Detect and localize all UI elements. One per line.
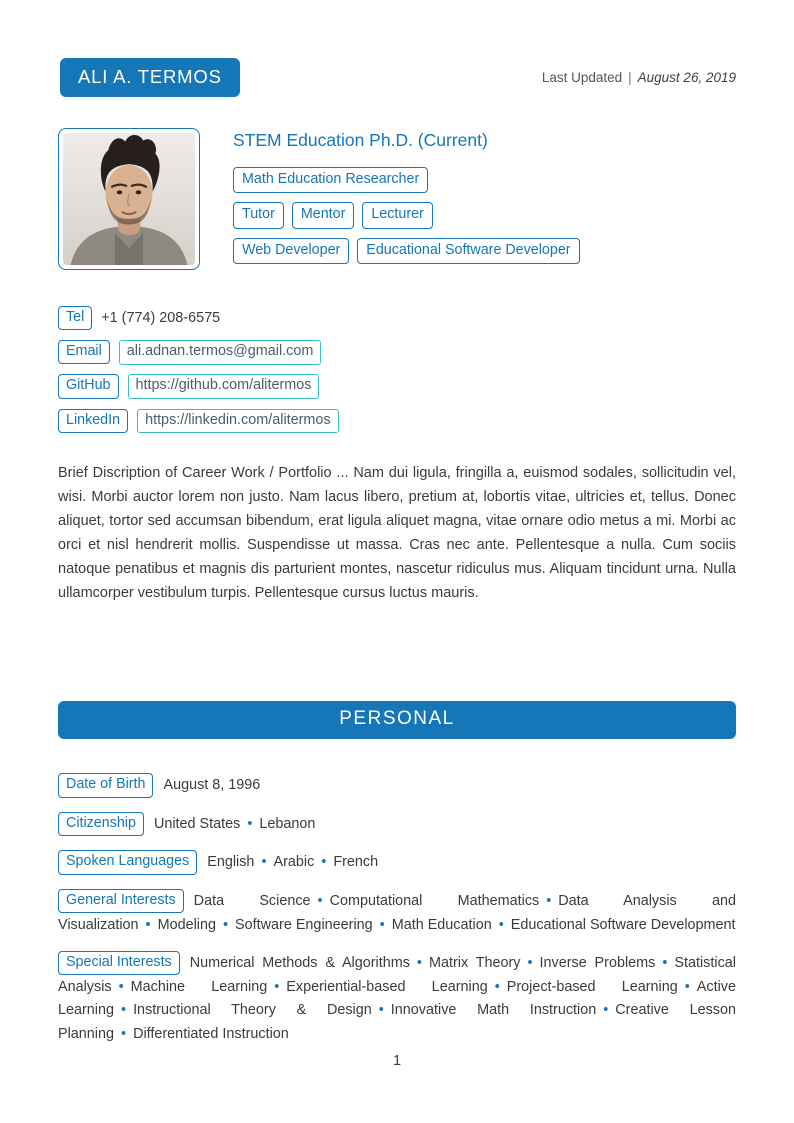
contact-list bbox=[58, 306, 736, 434]
bullet-separator: • bbox=[378, 1002, 384, 1019]
contact-row bbox=[58, 340, 736, 365]
separator: | bbox=[628, 70, 632, 85]
personal-row bbox=[58, 773, 736, 798]
bullet-separator: • bbox=[274, 978, 280, 995]
role-tag-row bbox=[233, 238, 588, 264]
personal-label: Spoken Languages bbox=[58, 850, 197, 874]
bullet-separator: • bbox=[121, 1002, 127, 1019]
personal-label: General Interests bbox=[58, 889, 184, 913]
personal-value: Data Analysis and Visualization bbox=[58, 892, 736, 933]
role-tags bbox=[233, 167, 588, 264]
personal-value: Machine Learning bbox=[130, 978, 268, 995]
bullet-separator: • bbox=[145, 916, 151, 933]
role-tag-row bbox=[233, 202, 588, 228]
section-header-personal: PERSONAL bbox=[58, 701, 736, 739]
bullet-separator: • bbox=[494, 978, 500, 995]
personal-value: Modeling bbox=[157, 916, 216, 933]
contact-value[interactable]: https://github.com/alitermos bbox=[128, 374, 320, 398]
role-tag: Mentor bbox=[292, 202, 355, 228]
personal-value: August 8, 1996 bbox=[163, 777, 261, 794]
bullet-separator: • bbox=[662, 955, 668, 972]
bullet-separator: • bbox=[527, 955, 533, 972]
personal-value: Data Science bbox=[193, 892, 311, 909]
bullet-separator: • bbox=[121, 1025, 127, 1042]
contact-label: LinkedIn bbox=[58, 409, 128, 433]
header bbox=[60, 58, 736, 97]
personal-value: Educational Software Development bbox=[510, 916, 736, 933]
portrait-photo bbox=[58, 128, 200, 270]
personal-value: Experiential-based Learning bbox=[286, 978, 488, 995]
personal-value: Computational Mathematics bbox=[329, 892, 540, 909]
personal-row bbox=[58, 889, 736, 937]
bullet-separator: • bbox=[118, 978, 124, 995]
personal-value: Active Learning bbox=[58, 978, 736, 1019]
personal-rows bbox=[58, 773, 736, 1046]
personal-value: Lebanon bbox=[259, 815, 316, 832]
personal-value: Project-based Learning bbox=[506, 978, 678, 995]
bullet-separator: • bbox=[317, 892, 323, 909]
personal-value: United States bbox=[153, 815, 241, 832]
personal-label: Special Interests bbox=[58, 951, 180, 975]
personal-row bbox=[58, 812, 736, 837]
personal-value: Statistical Analysis bbox=[58, 955, 736, 995]
name-badge: ALI A. TERMOS bbox=[60, 58, 240, 97]
role-tag: Web Developer bbox=[233, 238, 349, 264]
profile-titles bbox=[233, 128, 588, 273]
role-tag: Lecturer bbox=[362, 202, 432, 228]
personal-value: English bbox=[207, 854, 255, 871]
contact-value: +1 (774) 208-6575 bbox=[101, 309, 221, 326]
last-updated-label: Last Updated bbox=[541, 70, 623, 85]
personal-row bbox=[58, 850, 736, 875]
personal-value: Inverse Problems bbox=[539, 955, 656, 972]
personal-value: Arabic bbox=[273, 854, 315, 871]
personal-value: French bbox=[333, 854, 379, 871]
summary-paragraph: Brief Discription of Career Work / Portfolio ... Nam dui ligula, fringilla a, euismod sodales, sollicitudin vel, wisi. Morbi auctor lorem non justo. Nam lacus libero, pretium at, lobortis vitae, ultricies et, tellus. Donec aliquet, tortor sed accumsan bibendum, erat ligula aliquet magna, vitae ornare odio metus a mi. Morbi ac orci et nisl hendrerit mollis. Suspendisse ut massa. Cras nec ante. Pellentesque a nulla. Cum sociis natoque penatibus et magnis dis parturient montes, nascetur ridiculus mus. Aliquam tincidunt urna. Nulla ullamcorper vestibulum turpis. Pellentesque cursus luctus mauris. bbox=[58, 464, 736, 602]
contact-row bbox=[58, 306, 736, 331]
bullet-separator: • bbox=[379, 916, 385, 933]
role-tag-row bbox=[233, 167, 588, 193]
bullet-separator: • bbox=[247, 815, 253, 832]
bullet-separator: • bbox=[684, 978, 690, 995]
personal-value: Math Education bbox=[391, 916, 492, 933]
role-tag: Math Education Researcher bbox=[233, 167, 428, 193]
personal-value: Instructional Theory & Design bbox=[133, 1002, 372, 1019]
role-tag: Tutor bbox=[233, 202, 284, 228]
personal-value: Software Engineering bbox=[235, 916, 373, 933]
personal-value: Innovative Math Instruction bbox=[390, 1002, 597, 1019]
personal-value: Numerical Methods & Algorithms bbox=[189, 955, 410, 972]
personal-row bbox=[58, 951, 736, 1046]
bullet-separator: • bbox=[603, 1002, 609, 1019]
bullet-separator: • bbox=[223, 916, 229, 933]
personal-value: Creative Lesson Planning bbox=[58, 1002, 736, 1042]
profile-section bbox=[58, 128, 736, 273]
bullet-separator: • bbox=[416, 955, 422, 972]
personal-label: Date of Birth bbox=[58, 773, 153, 797]
contact-row bbox=[58, 409, 736, 434]
personal-label: Citizenship bbox=[58, 812, 144, 836]
bullet-separator: • bbox=[546, 892, 552, 909]
degree-title: STEM Education Ph.D. (Current) bbox=[233, 130, 488, 150]
personal-value: Matrix Theory bbox=[428, 955, 521, 972]
contact-label: Email bbox=[58, 340, 110, 364]
contact-label: GitHub bbox=[58, 374, 119, 398]
bullet-separator: • bbox=[498, 916, 504, 933]
bullet-separator: • bbox=[261, 854, 267, 871]
role-tag: Educational Software Developer bbox=[357, 238, 579, 264]
page-number: 1 bbox=[392, 1053, 402, 1069]
bullet-separator: • bbox=[321, 854, 327, 871]
contact-value[interactable]: ali.adnan.termos@gmail.com bbox=[119, 340, 322, 364]
last-updated-date: August 26, 2019 bbox=[637, 70, 736, 85]
contact-row bbox=[58, 374, 736, 399]
contact-value[interactable]: https://linkedin.com/alitermos bbox=[137, 409, 339, 433]
portrait-photo-illustration bbox=[63, 133, 195, 265]
personal-value: Differentiated Instruction bbox=[133, 1025, 289, 1042]
last-updated bbox=[542, 70, 736, 85]
contact-label: Tel bbox=[58, 306, 92, 330]
